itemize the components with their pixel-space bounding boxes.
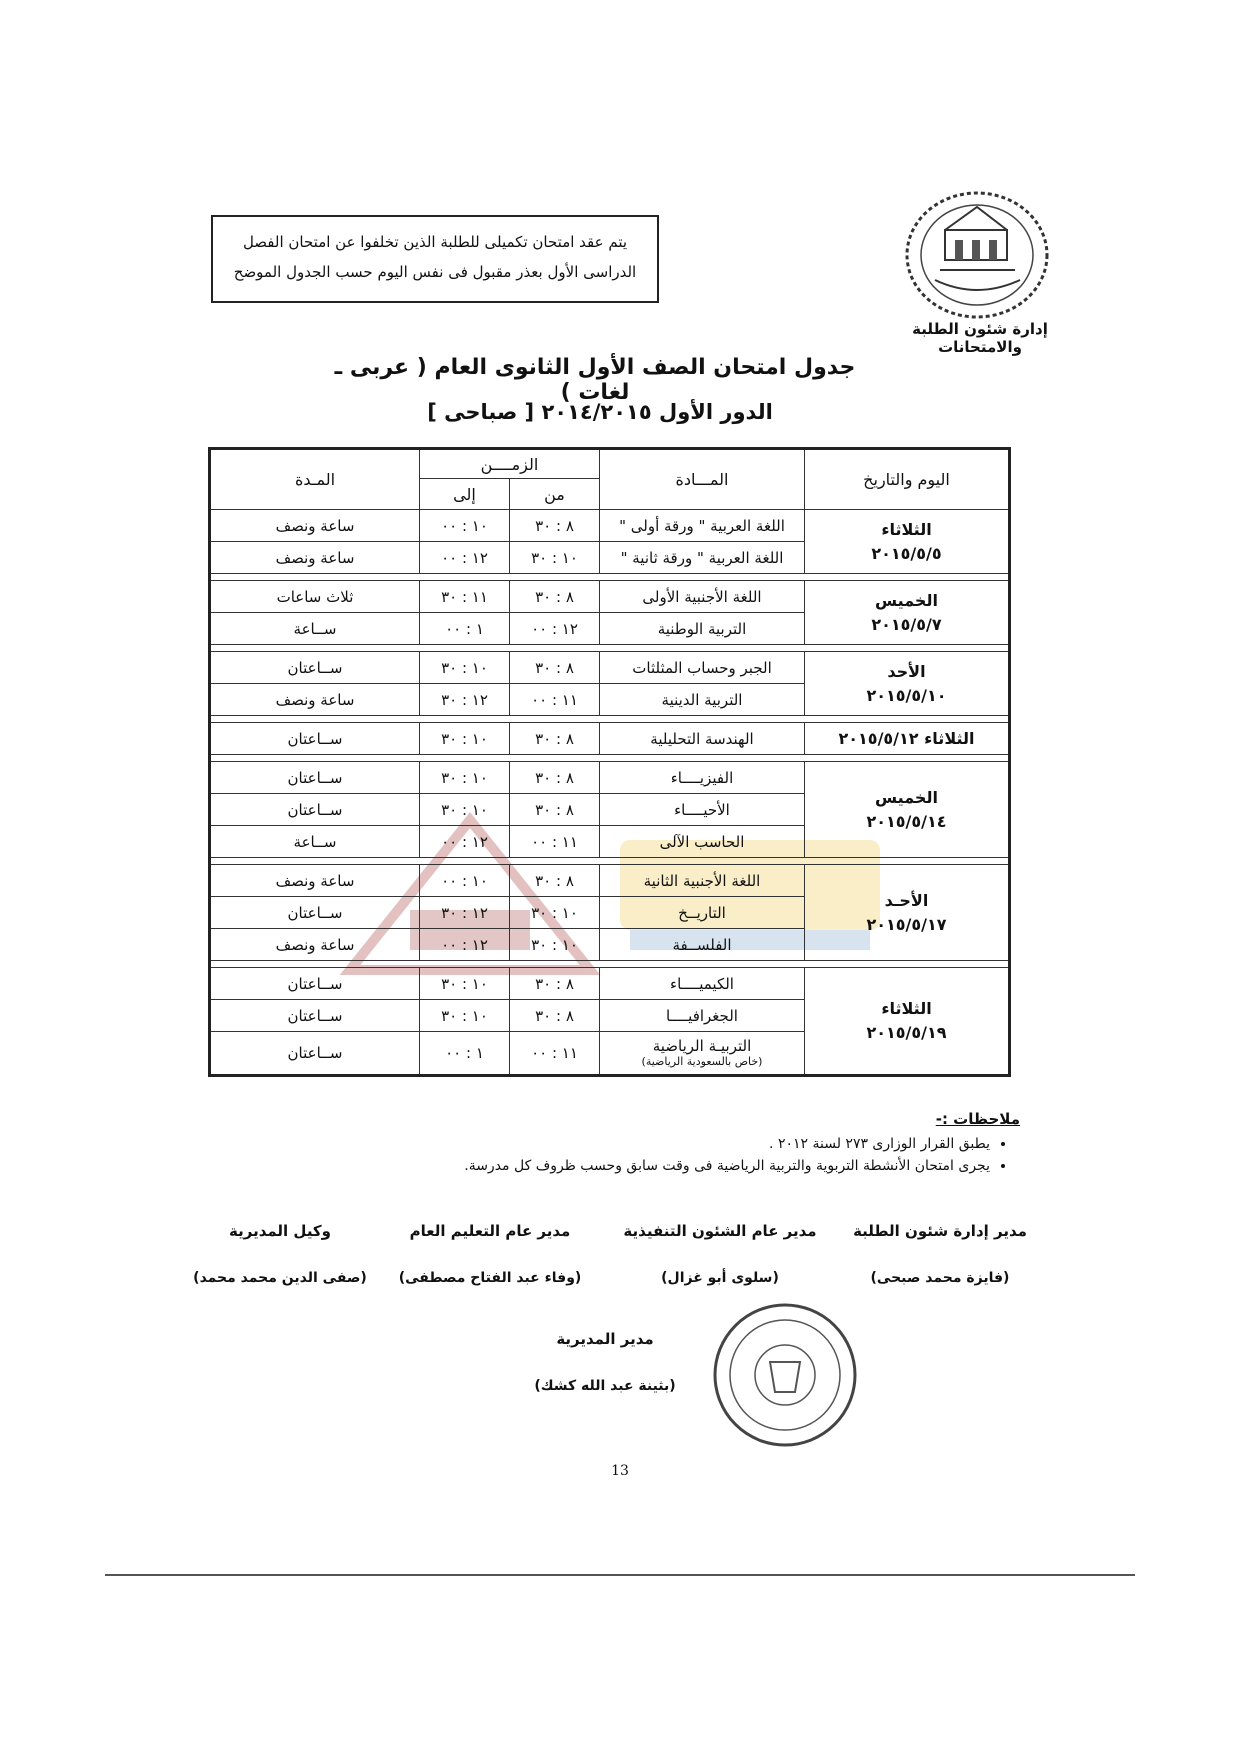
time-from-cell: ١٠ : ٣٠: [510, 897, 600, 929]
department-name: إدارة شئون الطلبة والامتحانات: [912, 320, 1048, 356]
signature-title: مدير إدارة شئون الطلبة: [853, 1222, 1027, 1240]
time-to-cell: ١٢ : ٠٠: [420, 826, 510, 858]
subject-name: الأحيــــاء: [674, 800, 730, 819]
time-from-cell: ٨ : ٣٠: [510, 968, 600, 1000]
group-spacer: [210, 574, 1010, 581]
subject-name: الجغرافيــــا: [666, 1006, 738, 1025]
col-header-to: إلى: [420, 479, 510, 510]
time-from-cell: ٨ : ٣٠: [510, 794, 600, 826]
day-name: الخميس: [875, 787, 938, 807]
subject-cell: [600, 1032, 805, 1076]
duration-cell: ساعة ونصف: [210, 929, 420, 961]
duration-cell: ســاعتان: [210, 1000, 420, 1032]
signature-name: (سلوى أبو غزال): [661, 1270, 779, 1286]
schedule-body: [210, 510, 1010, 1076]
subject-cell: [600, 510, 805, 542]
time-from-cell: ٨ : ٣٠: [510, 652, 600, 684]
signature-title: مدير المديرية: [556, 1330, 654, 1348]
subject-name: اللغة العربية " ورقة أولى ": [619, 516, 785, 535]
subject-cell: [600, 1000, 805, 1032]
time-from-cell: ١٠ : ٣٠: [510, 542, 600, 574]
subject-cell: [600, 723, 805, 755]
day-date-cell: [805, 652, 1010, 716]
table-row: [210, 865, 1010, 897]
spacer-cell: [210, 574, 1010, 581]
subject-name: الكيميــــاء: [670, 974, 734, 993]
subject-cell: [600, 968, 805, 1000]
time-from-cell: ١٢ : ٠٠: [510, 613, 600, 645]
subject-cell: [600, 581, 805, 613]
time-to-cell: ١٢ : ٠٠: [420, 542, 510, 574]
exam-date: ٢٠١٥/٥/١٧: [866, 914, 947, 934]
col-header-subject: المـــادة: [600, 449, 805, 510]
subject-cell: [600, 613, 805, 645]
duration-cell: ســاعتان: [210, 1032, 420, 1076]
signature-name: (فايزة محمد صبحى): [870, 1270, 1010, 1286]
group-spacer: [210, 716, 1010, 723]
exam-date: ٢٠١٥/٥/١٠: [866, 685, 947, 705]
day-name: الأحد: [887, 661, 926, 681]
subject-name: الجبر وحساب المثلثات: [632, 658, 772, 677]
duration-cell: ســاعتان: [210, 723, 420, 755]
subject-name: اللغة العربية " ورقة ثانية ": [620, 548, 784, 567]
subject-cell: [600, 897, 805, 929]
duration-cell: ساعة ونصف: [210, 542, 420, 574]
official-stamp-icon: [710, 1300, 860, 1450]
signature-general-education: [385, 1222, 595, 1286]
exam-date: ٢٠١٥/٥/٥: [871, 543, 942, 563]
day-date-cell: [805, 865, 1010, 961]
day-date-cell: [805, 968, 1010, 1076]
group-spacer: [210, 961, 1010, 968]
time-from-cell: ٨ : ٣٠: [510, 510, 600, 542]
time-to-cell: ١٢ : ٣٠: [420, 684, 510, 716]
exam-date: ٢٠١٥/٥/١٩: [866, 1023, 947, 1042]
page-subtitle: الدور الأول ٢٠١٤/٢٠١٥ [ صباحى ]: [427, 400, 773, 424]
duration-cell: ســاعتان: [210, 897, 420, 929]
day-name: الأحـد: [884, 890, 929, 910]
page-number: 13: [611, 1463, 629, 1479]
col-header-time: الزمــــن: [420, 449, 600, 479]
day-name: الثلاثاء ٢٠١٥/٥/١٢: [838, 728, 975, 748]
notice-box: [211, 215, 659, 303]
time-to-cell: ١١ : ٣٠: [420, 581, 510, 613]
time-from-cell: ٨ : ٣٠: [510, 762, 600, 794]
group-spacer: [210, 645, 1010, 652]
time-to-cell: ١٠ : ٣٠: [420, 968, 510, 1000]
exam-date: ٢٠١٥/٥/١٤: [866, 811, 947, 831]
subject-name: التربيـة الرياضية: [652, 1037, 752, 1055]
duration-cell: ســاعتان: [210, 968, 420, 1000]
signature-name: (وفاء عبد الفتاح مصطفى): [398, 1270, 582, 1286]
notes-section: [200, 1110, 1020, 1180]
time-from-cell: ١١ : ٠٠: [510, 684, 600, 716]
day-name: الخميس: [875, 590, 938, 610]
subject-name: التربية الدينية: [661, 690, 743, 709]
subject-name: الحاسب الآلى: [659, 832, 745, 851]
day-name: الثلاثاء: [881, 519, 932, 539]
time-to-cell: ١٠ : ٠٠: [420, 510, 510, 542]
time-to-cell: ١ : ٠٠: [420, 1032, 510, 1076]
subject-name: اللغة الأجنبية الأولى: [642, 587, 762, 606]
time-to-cell: ١٠ : ٣٠: [420, 723, 510, 755]
time-to-cell: ١٠ : ٣٠: [420, 762, 510, 794]
day-date-cell: [805, 723, 1010, 755]
subject-note: (خاص بالسعودية الرياضية): [641, 1055, 763, 1068]
table-row: [210, 581, 1010, 613]
subject-name: الفلســفة: [672, 935, 732, 954]
subject-cell: [600, 684, 805, 716]
note-item: • يجرى امتحان الأنشطة التربوية والتربية الرياضية فى وقت سابق وحسب ظروف كل مدرسة.: [200, 1158, 990, 1174]
subject-name: التاريــخ: [678, 903, 726, 922]
time-from-cell: ٨ : ٣٠: [510, 1000, 600, 1032]
signature-title: مدير عام الشئون التنفيذية: [623, 1222, 817, 1240]
table-row: [210, 510, 1010, 542]
table-row: [210, 652, 1010, 684]
signature-executive-affairs: [610, 1222, 830, 1286]
duration-cell: ثلاث ساعات: [210, 581, 420, 613]
duration-cell: ســاعتان: [210, 762, 420, 794]
signature-student-affairs: [850, 1222, 1030, 1286]
subject-cell: [600, 794, 805, 826]
duration-cell: ســاعة: [210, 613, 420, 645]
time-from-cell: ١١ : ٠٠: [510, 826, 600, 858]
signature-name: (بثينة عبد الله كشك): [534, 1378, 676, 1394]
subject-name: الهندسة التحليلية: [650, 729, 754, 748]
notes-heading: ملاحظات :-: [935, 1110, 1020, 1128]
day-date-cell: [805, 581, 1010, 645]
time-to-cell: ١٠ : ٣٠: [420, 652, 510, 684]
subject-name: اللغة الأجنبية الثانية: [643, 871, 761, 890]
day-name: الثلاثاء: [881, 999, 932, 1018]
time-to-cell: ١ : ٠٠: [420, 613, 510, 645]
time-to-cell: ١٢ : ٣٠: [420, 897, 510, 929]
spacer-cell: [210, 716, 1010, 723]
signature-title: مدير عام التعليم العام: [409, 1222, 571, 1240]
subject-cell: [600, 762, 805, 794]
signature-name: (صفى الدين محمد محمد): [193, 1270, 367, 1286]
duration-cell: ســاعتان: [210, 652, 420, 684]
subject-name: التربية الوطنية: [657, 619, 747, 638]
time-from-cell: ١٠ : ٣٠: [510, 929, 600, 961]
table-row: [210, 968, 1010, 1000]
duration-cell: ساعة ونصف: [210, 684, 420, 716]
day-date-cell: [805, 510, 1010, 574]
exam-schedule-table: [208, 447, 1011, 1077]
duration-cell: ســاعة: [210, 826, 420, 858]
col-header-duration: المـدة: [210, 449, 420, 510]
spacer-cell: [210, 755, 1010, 762]
page-title: جدول امتحان الصف الأول الثانوى العام ( عربى ـ لغات ): [334, 355, 856, 405]
exam-date: ٢٠١٥/٥/٧: [871, 614, 942, 634]
subject-name: الفيزيــــاء: [670, 768, 734, 787]
group-spacer: [210, 755, 1010, 762]
duration-cell: ساعة ونصف: [210, 510, 420, 542]
notice-line-2: الدراسى الأول بعذر مقبول فى نفس اليوم حسب الجدول الموضح: [233, 263, 637, 281]
subject-cell: [600, 865, 805, 897]
subject-cell: [600, 652, 805, 684]
duration-cell: ســاعتان: [210, 794, 420, 826]
directorate-emblem-icon: [900, 185, 1055, 330]
signature-title: وكيل المديرية: [229, 1222, 331, 1240]
time-to-cell: ١٠ : ٣٠: [420, 1000, 510, 1032]
signature-director: [520, 1330, 690, 1394]
time-to-cell: ١٠ : ٣٠: [420, 794, 510, 826]
subject-cell: [600, 826, 805, 858]
col-header-from: من: [510, 479, 600, 510]
subject-cell: [600, 542, 805, 574]
subject-cell: [600, 929, 805, 961]
time-from-cell: ٨ : ٣٠: [510, 581, 600, 613]
time-to-cell: ١٠ : ٠٠: [420, 865, 510, 897]
day-date-cell: [805, 762, 1010, 858]
duration-cell: ساعة ونصف: [210, 865, 420, 897]
spacer-cell: [210, 858, 1010, 865]
col-header-day: اليوم والتاريخ: [805, 449, 1010, 510]
spacer-cell: [210, 961, 1010, 968]
time-to-cell: ١٢ : ٠٠: [420, 929, 510, 961]
group-spacer: [210, 858, 1010, 865]
signature-deputy: [190, 1222, 370, 1286]
spacer-cell: [210, 645, 1010, 652]
table-row: [210, 762, 1010, 794]
time-from-cell: ١١ : ٠٠: [510, 1032, 600, 1076]
time-from-cell: ٨ : ٣٠: [510, 723, 600, 755]
note-item: • يطبق القرار الوزارى ٢٧٣ لسنة ٢٠١٢ .: [200, 1136, 990, 1152]
table-row: [210, 723, 1010, 755]
time-from-cell: ٨ : ٣٠: [510, 865, 600, 897]
footer-rule: [105, 1574, 1135, 1576]
notice-line-1: يتم عقد امتحان تكميلى للطلبة الذين تخلفوا عن امتحان الفصل: [242, 233, 628, 251]
